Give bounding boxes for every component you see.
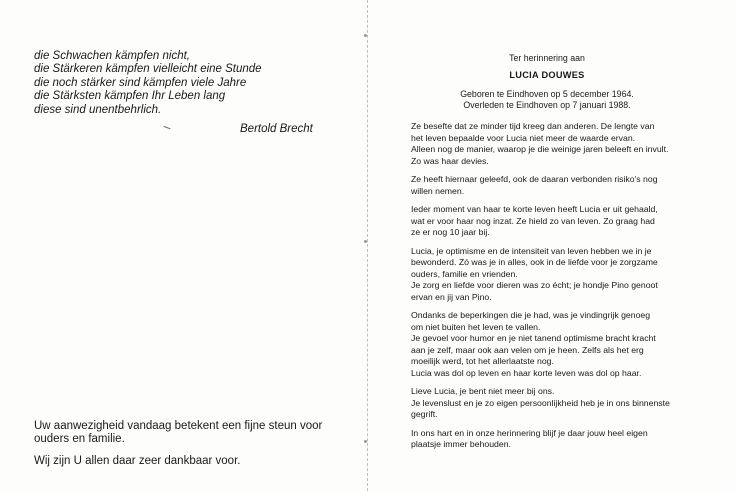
memorial-line: In ons hart en in onze herinnering blijf je daar jouw heel eigen	[411, 427, 648, 438]
memorial-paragraph	[411, 121, 687, 167]
memorial-line: Lieve Lucia, je bent niet meer bij ons.	[411, 386, 555, 396]
memorial-paragraph	[411, 246, 687, 304]
poem-line: die noch stärker sind kämpfen viele Jahre	[34, 76, 247, 89]
memorial-paragraph	[411, 310, 687, 379]
memorial-line: ouders, familie en vrienden.	[411, 268, 518, 279]
memorial-line: Ondanks de beperkingen die je had, was je vindingrijk genoeg	[411, 310, 651, 320]
memorial-line: wat er voor haar nog inzat. Ze hield zo van leven. Zo graag had	[411, 215, 655, 226]
memorial-header	[402, 53, 692, 112]
poem-author: Bertold Brecht	[240, 123, 313, 135]
memorial-line: Je levenslust en je zo eigen persoonlijkheid heb je in ons binnenste	[411, 397, 670, 408]
memorial-line: Lucia, je optimisme en de intensiteit van leven hebben we in je	[411, 245, 652, 256]
memorial-line: bewonderd. Zó was je in alles, ook in de liefde voor je zorgzame	[411, 257, 658, 267]
crease-mark	[364, 240, 367, 243]
memorial-heading: Ter herinnering aan	[509, 53, 585, 63]
memorial-paragraph	[411, 428, 687, 451]
crease-mark	[364, 34, 367, 37]
memorial-line: Ze besefte dat ze minder tijd kreeg dan anderen. De lengte van	[411, 121, 655, 131]
memorial-text	[411, 121, 687, 458]
memorial-line: Lucia was dol op leven en haar korte leven was dol op haar.	[411, 367, 642, 378]
memorial-line: Ieder moment van haar te korte leven heeft Lucia er uit gehaald,	[411, 204, 658, 214]
death-line: Overleden te Eindhoven op 7 januari 1988.	[463, 100, 631, 111]
memorial-line: Ze heeft hiernaar geleefd, ook de daaran verbonden risiko's nog	[411, 174, 658, 184]
thanks-text	[34, 420, 334, 476]
memorial-line: Alleen nog de manier, waarop je die weinige jaren beleeft en invult.	[411, 144, 669, 154]
memorial-line: het leven bepaalde voor Lucia niet meer de waarde ervan.	[411, 132, 636, 143]
memorial-line: moeilijk werd, tot het allerlaatste nog.	[411, 356, 554, 366]
poem-line: die Stärkeren kämpfen vielleicht eine Stunde	[34, 63, 262, 76]
poem-line: die Schwachen kämpfen nicht,	[34, 50, 190, 62]
poem-line: diese sind unentbehrlich.	[34, 103, 162, 116]
memorial-line: plaatsje immer behouden.	[411, 439, 511, 449]
thanks-paragraph: Uw aanwezigheid vandaag betekent een fijne steun voor ouders en familie.	[34, 420, 323, 446]
left-panel	[0, 0, 367, 491]
birth-line: Geboren te Eindhoven op 5 december 1964.	[460, 89, 634, 99]
memorial-line: willen nemen.	[411, 185, 465, 196]
memorial-paragraph	[411, 174, 687, 197]
memorial-line: Je gevoel voor humor en je niet tanend optimisme bracht kracht	[411, 333, 656, 343]
crease-mark	[364, 440, 367, 443]
memorial-line: ervan en jij van Pino.	[411, 291, 492, 302]
memorial-line: Zo was haar devies.	[411, 155, 489, 166]
thanks-paragraph: Wij zijn U allen daar zeer dankbaar voor.	[34, 454, 241, 467]
right-panel	[368, 0, 735, 491]
memorial-line: ze er nog 10 jaar bij.	[411, 227, 490, 237]
memorial-line: gegrift.	[411, 409, 438, 419]
memorial-line: aan je zelf, maar ook aan velen om je heen. Zelfs als het erg	[411, 344, 644, 355]
memorial-paragraph	[411, 386, 687, 421]
memorial-line: Je zorg en liefde voor dieren was zo écht; je hondje Pino genoot	[411, 280, 658, 290]
memorial-paragraph	[411, 204, 687, 239]
memorial-line: om niet buiten het leven te vallen.	[411, 321, 541, 332]
dash-mark	[163, 126, 171, 132]
poem-line: die Stärksten kämpfen Ihr Leben lang	[34, 90, 226, 103]
deceased-name: LUCIA DOUWES	[509, 70, 585, 80]
poem	[34, 50, 334, 117]
